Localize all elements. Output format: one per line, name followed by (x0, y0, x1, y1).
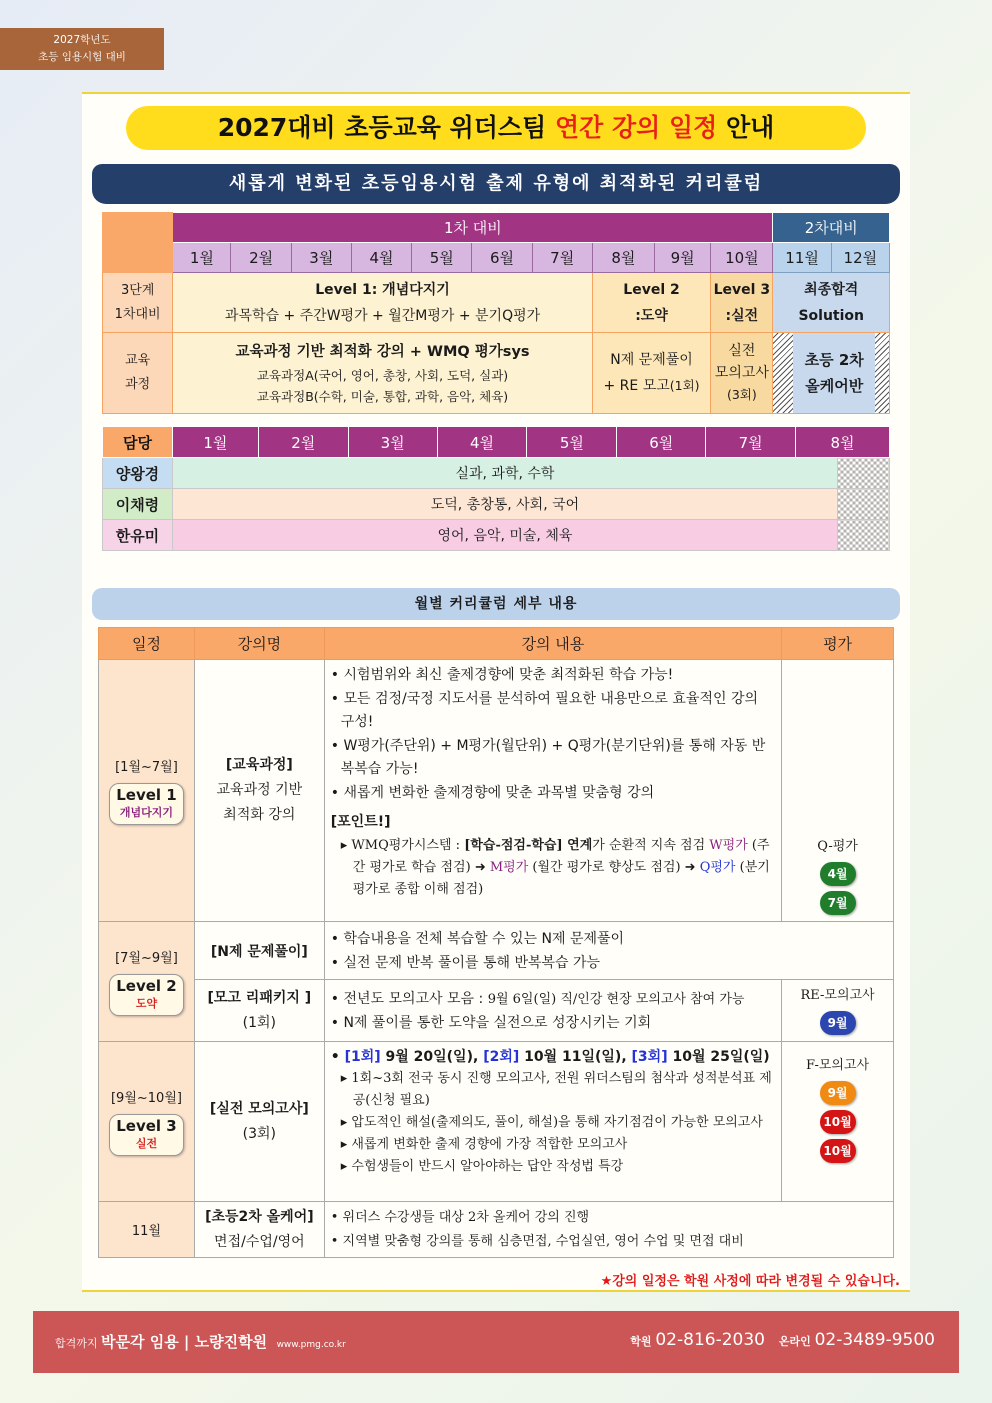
mock-line: 모의고사 (714, 365, 769, 381)
point-bold: [학습-점검-학습] 연계 (464, 837, 593, 853)
level-subtitle: 개념다지기 (119, 806, 174, 819)
instructor-header: 담당 (103, 427, 173, 458)
final-cell (773, 273, 890, 333)
lecture-count: (3회) (242, 1125, 277, 1142)
first-exam-header: 1차 대비 (173, 213, 773, 243)
round-2-date: 10월 11일(일), (519, 1049, 632, 1065)
lecture-content-cell: • [1회] 9월 20일(일), [2회] 10월 11일(일), [3회] 10월 25일(일) ▸ 1회~3회 전국 동시 진행 모의고사, 전원 위더스팀의 첨삭과 성적분석표 제공(신청 필요) ▸ 압도적인 해설(출제의도, 풀이, 해설)을 통해 자기점검이 가능한 모의고사 ▸ 새롭게 변화한 출제 경향에 가장 적합한 모의고사 ▸ 수험생들이 반드시 알아야하는 답안 작성법 특강 (324, 1042, 781, 1202)
lecture-name-cell (194, 1042, 324, 1202)
lecture-content-cell (324, 922, 893, 980)
curriculum-b: 교육과정B(수학, 미술, 통합, 과학, 음악, 체육) (256, 389, 509, 404)
footer-url[interactable]: www.pmg.co.kr (276, 1340, 346, 1350)
eval-month-badge: 7월 (820, 891, 856, 915)
month-header: 11월 (773, 243, 831, 273)
phone-label: 학원 (630, 1335, 652, 1348)
point-mid: 가 순환적 지속 점검 (592, 837, 710, 853)
table-corner (103, 213, 173, 273)
eval-month-badge: 10월 (820, 1139, 856, 1163)
schedule-change-note: ★강의 일정은 학원 사정에 따라 변경될 수 있습니다. (600, 1274, 900, 1289)
lecture-content-cell (324, 1202, 893, 1258)
eval-month-badge: 9월 (820, 1081, 856, 1105)
second-exam-header: 2차대비 (773, 213, 890, 243)
curriculum-detail-table (98, 627, 894, 1258)
label-line: 3단계 (120, 282, 155, 298)
level1-cell (173, 273, 593, 333)
level2-cell (592, 273, 710, 333)
period-cell (99, 660, 195, 922)
content-sub: ▸ 새롭게 변화한 출제 경향에 가장 적합한 모의고사 (340, 1137, 628, 1152)
month-header: 10월 (711, 243, 773, 273)
month-header: 4월 (351, 243, 411, 273)
second-exam-cell (773, 333, 890, 414)
level-title: Level 3 (116, 1117, 177, 1135)
eval-cell (782, 660, 894, 922)
eval-cell (782, 1042, 894, 1202)
brand-logo: 박문각 임용 | 노량진학원 (101, 1333, 268, 1351)
m-eval: M평가 (489, 859, 529, 875)
level3-cell (711, 273, 773, 333)
title-highlight: 연간 강의 일정 (554, 113, 718, 142)
final-title: 최종합격 (804, 281, 859, 298)
month-header: 7월 (532, 243, 592, 273)
content-bullet: • 위더스 수강생들 대상 2차 올케어 강의 진행 (330, 1210, 590, 1225)
title-part2: 안내 (717, 113, 775, 142)
col-header: 강의 내용 (324, 628, 781, 660)
level2-subtitle: :도약 (635, 307, 668, 324)
level2-title: Level 2 (623, 281, 680, 298)
point-detail (331, 835, 775, 901)
round-2: [2회] (483, 1049, 520, 1065)
month-header: 9월 (655, 243, 711, 273)
instructor-table (102, 426, 890, 551)
content-bullet: • W평가(주단위) + M평가(월단위) + Q평가(분기단위)를 통해 자동 반복복습 가능! (330, 737, 766, 777)
content-bullet: • 지역별 맞춤형 강의를 통해 심층면접, 수업실연, 영어 수업 및 면접 대비 (330, 1233, 744, 1249)
m-desc: (월간 평가로 향상도 점검) ➜ (528, 859, 700, 875)
label-line: 교육 (125, 353, 151, 368)
point-prefix: ▸ WMQ평가시스템 : (340, 837, 465, 853)
month-header: 3월 (348, 427, 437, 458)
instructor-name: 한유미 (103, 520, 173, 551)
content-bullet: • N제 풀이를 통한 도약을 실전으로 성장시키는 기회 (330, 1014, 652, 1031)
level-title: Level 2 (116, 977, 177, 995)
period-text: [7월~9월] (115, 951, 178, 966)
eval-label: Q-평가 (817, 839, 858, 854)
hatch-right (875, 333, 889, 413)
content-bullet: • 시험범위와 최신 출제경향에 맞춘 최적화된 학습 가능! (330, 667, 674, 683)
period-cell: 11월 (99, 1202, 195, 1258)
month-header: 8월 (796, 427, 890, 458)
year-tag (0, 28, 164, 70)
phone-label: 온라인 (778, 1335, 811, 1348)
content-sub: ▸ 수험생들이 반드시 알아야하는 답안 작성법 특강 (340, 1159, 624, 1174)
content-prefix: • 전년도 모의고사 모음 : (330, 991, 488, 1007)
care-line: 초등 2차 (804, 351, 864, 369)
level-subtitle: 실전 (135, 1137, 158, 1150)
month-header: 5월 (412, 243, 472, 273)
instructor-subjects: 실과, 과학, 수학 (172, 458, 837, 489)
eval-cell (782, 980, 894, 1042)
period-text: [1월~7월] (115, 760, 178, 775)
hatched-cell (837, 489, 889, 520)
eval-month-badge: 4월 (820, 862, 856, 886)
label-line: 과정 (125, 377, 151, 392)
round-1: [1회] (344, 1049, 381, 1065)
q-desc: (분기 평가로 종합 이해 점검) (352, 859, 770, 897)
month-header: 12월 (831, 243, 889, 273)
month-header: 1월 (173, 243, 231, 273)
eval-label: RE-모의고사 (800, 988, 875, 1003)
footer-prefix: 합격까지 (55, 1337, 98, 1350)
month-header: 7월 (706, 427, 796, 458)
label-line: 1차대비 (114, 306, 161, 322)
lecture-name: [초등2차 올케어] (205, 1208, 314, 1225)
n-problem-cell (592, 333, 710, 414)
lecture-name-line: 면접/수업/영어 (214, 1233, 305, 1250)
lecture-name: [실전 모의고사] (209, 1100, 309, 1117)
lecture-name-line: 교육과정 기반 (216, 782, 303, 798)
content-bullet: • 실전 문제 반복 풀이를 통해 반복복습 가능 (330, 954, 601, 971)
month-header: 1월 (172, 427, 258, 458)
month-header: 5월 (527, 427, 617, 458)
content-sub: ▸ 1회~3회 전국 동시 진행 모의고사, 전원 위더스팀의 첨삭과 성적분석표 제공(신청 필요) (340, 1071, 772, 1108)
lecture-content-cell (324, 980, 781, 1042)
all-care-label (793, 333, 875, 413)
mock-exam-cell (711, 333, 773, 414)
instructor-subjects: 영어, 음악, 미술, 체육 (172, 520, 837, 551)
lecture-content-cell (324, 660, 781, 922)
curriculum-banner: 새롭게 변화된 초등임용시험 출제 유형에 최적화된 커리큘럼 (92, 164, 900, 204)
lecture-name-cell (194, 980, 324, 1042)
annual-schedule-table (102, 212, 890, 414)
hatched-cell (837, 458, 889, 489)
footer-brand (55, 1331, 346, 1352)
schedule-sheet (82, 92, 910, 1292)
period-text: [9월~10월] (110, 1091, 182, 1106)
instructor-name: 이채령 (103, 489, 173, 520)
eval-month-badge: 10월 (820, 1110, 856, 1134)
content-sub: ▸ 압도적인 해설(출제의도, 풀이, 해설)을 통해 자기점검이 가능한 모의고사 (340, 1115, 763, 1130)
month-header: 2월 (258, 427, 348, 458)
level-subtitle: 도약 (135, 997, 158, 1010)
content-bullet: • 학습내용을 전체 복습할 수 있는 N제 문제풀이 (330, 931, 625, 947)
mock-count: (3회) (726, 387, 757, 402)
round-3: [3회] (631, 1049, 668, 1065)
eval-month-badge: 9월 (820, 1011, 856, 1035)
footer-bar (33, 1311, 959, 1373)
col-header: 일정 (99, 628, 195, 660)
eval-label: F-모의고사 (806, 1058, 870, 1073)
lecture-name: [교육과정] (225, 757, 293, 773)
level1-title: Level 1: 개념다지기 (315, 281, 450, 298)
lecture-name-cell (194, 660, 324, 922)
round-3-date: 10월 25일(일) (667, 1049, 770, 1065)
level3-title: Level 3 (713, 281, 771, 298)
curriculum-cell (173, 333, 593, 414)
tag-line2: 초등 임용시험 대비 (38, 51, 126, 63)
final-subtitle: Solution (798, 307, 864, 324)
col-header: 강의명 (194, 628, 324, 660)
tag-line1: 2027학년도 (53, 34, 111, 46)
month-header: 4월 (437, 427, 527, 458)
level-badge (109, 783, 183, 825)
round-1-date: 9월 20일(일), (380, 1049, 484, 1065)
content-bullet: • 모든 검정/국정 지도서를 분석하여 필요한 내용만으로 효율적인 강의 구성! (330, 690, 758, 730)
curriculum-main: 교육과정 기반 최적화 강의 + WMQ 평가sys (235, 344, 530, 360)
instructor-name: 양왕경 (103, 458, 173, 489)
title-part1: 2027대비 초등교육 위더스팀 (217, 113, 555, 142)
level-title: Level 1 (116, 786, 177, 804)
row-label-course (103, 333, 173, 414)
re-mock-count: (1회) (669, 378, 700, 393)
n-problem-line: N제 문제풀이 (610, 352, 693, 368)
row-label-stage (103, 273, 173, 333)
care-line: 올케어반 (805, 377, 864, 395)
lecture-count: (1회) (242, 1014, 277, 1031)
content-date: 9월 6일(일) 직/인강 현장 모의고사 참여 가능 (487, 992, 745, 1007)
hatch-left (773, 333, 793, 413)
level3-subtitle: :실전 (725, 307, 759, 324)
level-badge (109, 1114, 183, 1156)
hatched-cell (837, 520, 889, 551)
level-badge (109, 974, 183, 1016)
mock-line: 실전 (728, 343, 756, 359)
instructor-subjects: 도덕, 총창통, 사회, 국어 (172, 489, 837, 520)
academy-phone[interactable]: 02-816-2030 (655, 1330, 765, 1350)
online-phone[interactable]: 02-3489-9500 (814, 1330, 935, 1350)
content-bullet: • 새롭게 변화한 출제경향에 맞춘 과목별 맞춤형 강의 (330, 784, 655, 801)
period-cell (99, 1042, 195, 1202)
lecture-name-cell: [N제 문제풀이] (194, 922, 324, 980)
point-heading: [포인트!] (330, 814, 391, 830)
lecture-name-line: 최적화 강의 (223, 807, 296, 823)
w-desc: (주간 평가로 학습 점검) ➜ (352, 837, 770, 875)
level1-subtitle: 과목학습 + 주간W평가 + 월간M평가 + 분기Q평가 (224, 307, 541, 324)
footer-contacts (630, 1330, 935, 1350)
col-header: 평가 (782, 628, 894, 660)
month-header: 3월 (291, 243, 351, 273)
curriculum-a: 교육과정A(국어, 영어, 총창, 사회, 도덕, 실과) (256, 368, 509, 383)
month-header: 8월 (592, 243, 654, 273)
period-cell (99, 922, 195, 1042)
q-eval: Q평가 (699, 859, 736, 875)
monthly-detail-banner: 월별 커리큘럼 세부 내용 (92, 588, 900, 620)
lecture-name-cell (194, 1202, 324, 1258)
month-header: 6월 (617, 427, 706, 458)
page-title (126, 106, 866, 150)
lecture-name: [모고 리패키지 ] (207, 989, 312, 1006)
w-eval: W평가 (709, 837, 748, 853)
month-header: 6월 (472, 243, 532, 273)
month-header: 2월 (231, 243, 291, 273)
re-mock-line: + RE 모고 (603, 378, 670, 394)
